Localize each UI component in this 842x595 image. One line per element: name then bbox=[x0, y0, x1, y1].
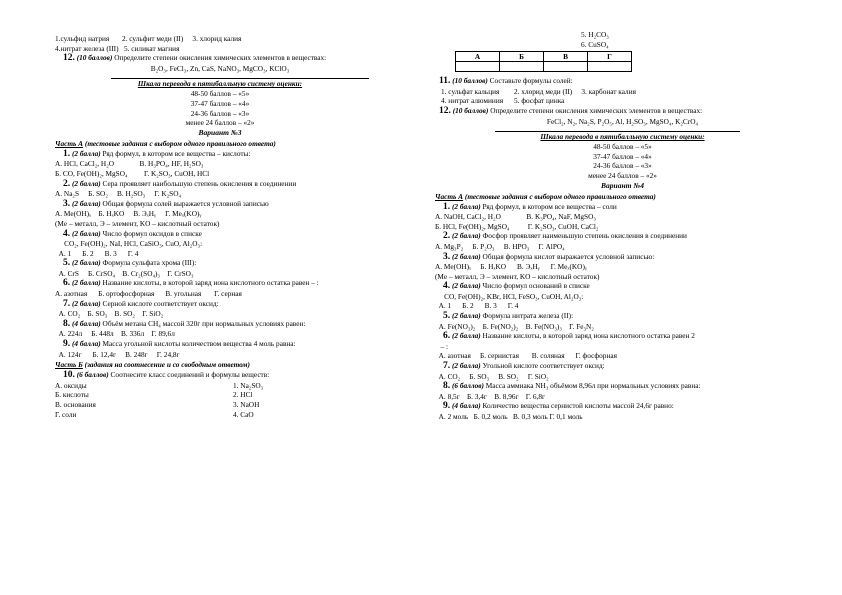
question-5: 5. (2 балла) Формула сульфата хрома (III): bbox=[63, 258, 197, 269]
question-6: 6. (2 балла) Название кислоты, в которой заряд иона кислотного остатка равен 2 bbox=[443, 331, 695, 342]
answer-options: Б. HCl, Fe(OH)₂, MgSO₄ Г. K₂SO₃, CuOH, CaCl₂ bbox=[435, 221, 599, 231]
questions-right bbox=[435, 202, 810, 422]
match-class: В. основания bbox=[55, 400, 96, 409]
answer-cell[interactable] bbox=[500, 62, 544, 72]
part-b-heading: Часть Б (задания на соотнесение и со свободным ответом) bbox=[55, 360, 250, 370]
answer-header-b: Б bbox=[500, 52, 544, 62]
answer-header-d: Г bbox=[588, 52, 632, 62]
match-row bbox=[55, 390, 385, 400]
answer-options: А. 8,5г Б. 3,4г В. 8,96г Г. 6,8г bbox=[435, 391, 545, 401]
left-column bbox=[55, 34, 385, 419]
question-11-line: 1. сульфат кальция 2. хлорид меди (II) 3. карбонат калия bbox=[441, 86, 636, 96]
question-9: 9. (4 балла) Масса угольной кислоты количеством вещества 4 моль равна: bbox=[63, 339, 296, 350]
salt-item-6: 6. CuSO₄ bbox=[581, 39, 609, 49]
answer-options: А. Me(OH)ₓ Б. HₓKO В. ЭₓHᵧ Г. Meₓ(KO)ᵧ bbox=[55, 209, 202, 219]
match-class: Г. соли bbox=[55, 409, 77, 419]
part-a-heading-right: Часть А (тестовые задания с выбором одного правильного ответа) bbox=[435, 191, 656, 201]
question-10-pairs bbox=[55, 381, 385, 419]
question-12-left: 12. (10 баллов) Определите степени окисления химических элементов в веществах: bbox=[63, 53, 327, 64]
question-7: 7. (2 балла) Серной кислоте соответствует оксид: bbox=[63, 298, 219, 309]
right-column bbox=[435, 30, 810, 422]
question-1: 1. (2 балла) Ряд формул, в котором все вещества – соли bbox=[443, 201, 617, 212]
answer-options: А. Fe(NO₃)₂ Б. Fe(NO₂)₂ В. Fe(NO₃)₃ Г. Fe₃N₂ bbox=[435, 321, 594, 331]
answer-cell[interactable] bbox=[544, 62, 588, 72]
question-6: 6. (2 балла) Название кислоты, в которой заряд иона кислотного остатка равен – : bbox=[63, 278, 319, 289]
variant-title-left: Вариант №3 bbox=[198, 127, 242, 137]
question-8: 8. (4 балла) Объём метана CH₄ массой 320г при нормальных условиях равен: bbox=[63, 318, 306, 329]
answer-options: А. CO₂ Б. SO₃ В. SO₂ Г. SiO₂ bbox=[55, 309, 164, 319]
answer-options: А. 1 Б. 2 В. 3 Г. 4 bbox=[435, 301, 519, 311]
question-12-formulas-left: B₂O₃, FeCl₃, Zn, CaS, NaNO₃, MgCO₃, KClO₃ bbox=[150, 63, 290, 73]
answer-options: (Me – металл, Э – элемент, KO – кислотный остаток) bbox=[435, 271, 600, 281]
grading-scale-title-right: Шкала перевода в пятибалльную систему оценки: bbox=[540, 132, 705, 142]
grading-scale-row: 37-47 баллов – «4» bbox=[190, 98, 250, 108]
match-row bbox=[55, 381, 385, 391]
grading-scale-title-left: Шкала перевода в пятибалльную систему оценки: bbox=[137, 79, 303, 89]
question-7: 7. (2 балла) Угольной кислоте соответствует оксид: bbox=[443, 361, 605, 372]
answer-options: А. Na₂S Б. SO₂ В. H₂SO₃ Г. K₂SO₄ bbox=[55, 189, 182, 199]
question-4: 4. (2 балла) Число формул оксидов в списке bbox=[63, 228, 202, 239]
answer-cell[interactable] bbox=[456, 62, 500, 72]
answer-options: А. 224л Б. 448л В. 336л Г. 89,6л bbox=[55, 329, 175, 339]
question-11-line: 4. нитрат алюминия 5. фосфат цинка bbox=[441, 96, 565, 106]
question-9: 9. (4 балла) Количество вещества сернистой кислоты массой 24,6г равно: bbox=[443, 401, 674, 412]
answer-options: – : bbox=[435, 341, 448, 351]
questions-left bbox=[55, 149, 385, 359]
question-5: 5. (2 балла) Формула нитрата железа (II): bbox=[443, 311, 574, 322]
match-class: А. оксиды bbox=[55, 380, 87, 390]
answer-header-a: А bbox=[456, 52, 500, 62]
answer-options: А. азотная Б. ортофосфорная В. угольная Г. серная bbox=[55, 289, 242, 299]
part-a-heading-left: Часть А (тестовые задания с выбором одного правильного ответа) bbox=[55, 138, 276, 148]
grading-scale-row: 24-36 баллов – «3» bbox=[190, 108, 250, 118]
answer-options: CO, Fe(OH)₂, KBr, HCl, FeSO₃, CuOH, Al₂O₃: bbox=[435, 291, 584, 301]
question-8: 8. (6 баллов) Масса аммиака NH₃ объёмом 8,96л при нормальных условиях равна: bbox=[443, 381, 701, 392]
grading-scale-row: 48-50 баллов – «5» bbox=[593, 142, 652, 152]
question-12-formulas-right: FeCl₂, N₂, Na₂S, P₂O₅, Al, H₂SO₃, MgSO₄, K₂CrO₄ bbox=[546, 116, 699, 126]
question-11: 11. (10 баллов) Составьте формулы солей: bbox=[439, 76, 573, 87]
match-row bbox=[55, 400, 385, 410]
answer-options: А. HCl, CaCl₂, H₂O В. H₃PO₄, HF, H₂SO₃ bbox=[55, 159, 204, 169]
question-2: 2. (2 балла) Фосфор проявляет наименьшую степень окисления в соединении bbox=[443, 231, 687, 242]
answer-options: А. 2 моль Б. 0,2 моль В. 0,3 моль Г. 0,1 моль bbox=[435, 412, 583, 421]
answer-options: А. 124г Б. 12,4г В. 248г Г. 24,8г bbox=[55, 349, 180, 359]
acid-item-5: 5. H₂CO₃ bbox=[581, 30, 609, 39]
answer-options: CO₂, Fe(OH)₂, NaI, HCl, CaSiO₃, CuO, Al₂O₃: bbox=[55, 239, 203, 249]
grading-scale-row: менее 24 баллов – «2» bbox=[185, 118, 255, 128]
answer-header-c: В bbox=[544, 52, 588, 62]
question-3: 3. (2 балла) Общая формула кислот выражается условной записью: bbox=[443, 251, 655, 262]
answer-options: А. CO₂ Б. SO₃ В. SO₂ Г. SiO₂ bbox=[435, 371, 549, 381]
answer-options: (Me – металл, Э – элемент, KO – кислотный остаток) bbox=[55, 218, 220, 228]
question-3: 3. (2 балла) Общая формула солей выражается условной записью bbox=[63, 198, 269, 209]
salt-list-line-2: 4.нитрат железа (III) 5. силикат магния bbox=[55, 43, 180, 53]
grading-scale-row: 37-47 баллов – «4» bbox=[593, 151, 652, 161]
question-2: 2. (2 балла) Сера проявляет наибольшую степень окисления в соединении bbox=[63, 178, 297, 189]
answer-options: А. CrS Б. CrSO₄ В. Cr₂(SO₄)₃ Г. CrSO₃ bbox=[55, 268, 194, 278]
grading-scale-row: 24-36 баллов – «3» bbox=[593, 161, 652, 171]
question-4: 4. (2 балла) Число формул оснований в списке bbox=[443, 281, 590, 292]
match-formula: 3. NaOH bbox=[233, 400, 260, 409]
grading-scale-row: менее 24 баллов – «2» bbox=[588, 170, 657, 180]
answer-options: А. 1 Б. 2 В. 3 Г. 4 bbox=[55, 248, 139, 258]
salt-list-line-1: 1.сульфид натрия 2. сульфит меди (II) 3. хлорид калия bbox=[55, 34, 242, 43]
answer-options: А. NaOH, CaCl₂, H₂O В. K₃PO₄, NaF, MgSO₃ bbox=[435, 212, 596, 222]
answer-options: А. Me(OH)ₓ Б. HₓKO В. ЭₓHᵧ Г. Meₓ(KO)ᵧ bbox=[435, 262, 587, 272]
grading-scale-row: 48-50 баллов – «5» bbox=[190, 89, 250, 99]
match-formula: 2. HCl bbox=[233, 390, 253, 400]
match-formula: 4. CaO bbox=[233, 409, 254, 419]
answer-options: А. азотная Б. сернистая В. соляная Г. фосфорная bbox=[435, 351, 617, 361]
answer-table bbox=[455, 51, 632, 72]
answer-options: Б. CO, Fe(OH)₂, MgSO₄ Г. K₂SO₃, CuOH, HCl bbox=[55, 168, 210, 178]
match-row bbox=[55, 410, 385, 420]
question-12-right: 12. (10 баллов) Определите степени окисления химических элементов в веществах: bbox=[439, 105, 703, 116]
question-10: 10. (6 баллов) Соотнесите класс соединений и формулы веществ: bbox=[63, 370, 270, 381]
match-formula: 1. Na₂SO₃ bbox=[233, 380, 264, 390]
variant-title-right: Вариант №4 bbox=[601, 180, 644, 190]
question-1: 1. (2 балла) Ряд формул, в котором все вещества – кислоты: bbox=[63, 148, 251, 159]
answer-options: А. Mg₃P₂ Б. P₂O₃ В. HPO₃ Г. AlPO₄ bbox=[435, 241, 565, 251]
match-class: Б. кислоты bbox=[55, 390, 89, 400]
answer-cell[interactable] bbox=[588, 62, 632, 72]
